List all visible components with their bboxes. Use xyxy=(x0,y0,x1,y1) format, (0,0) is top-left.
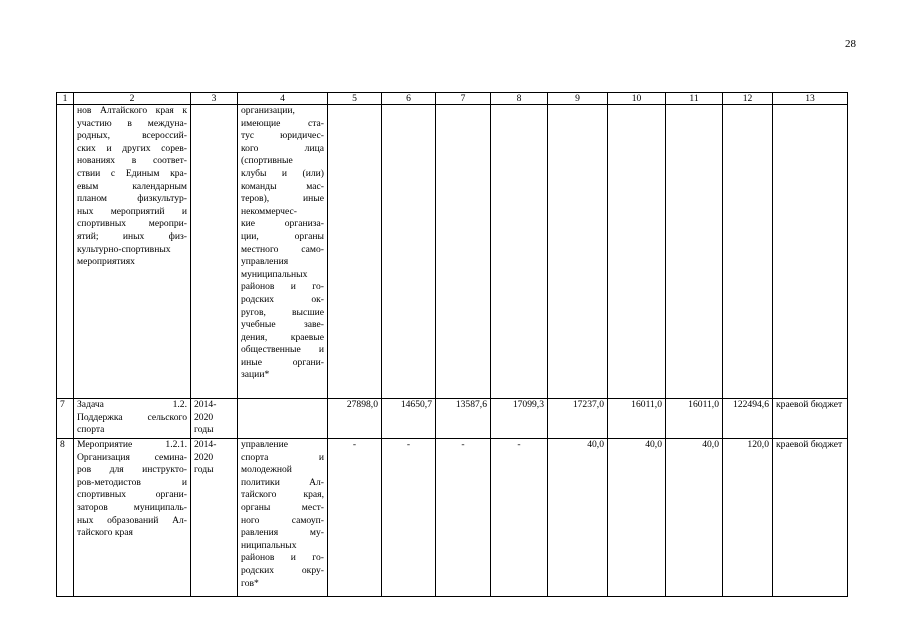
program-table xyxy=(56,92,848,597)
cell-line: нов Алтайского края к xyxy=(77,105,187,116)
cell-line: зации* xyxy=(241,369,270,381)
header-cell: 12 xyxy=(723,93,773,105)
cell-line: родских окру- xyxy=(241,564,324,576)
header-cell: 13 xyxy=(773,93,848,105)
cell-line: иные органи- xyxy=(241,356,324,368)
header-cell: 1 xyxy=(57,93,74,105)
value-2014: 27898,0 xyxy=(328,399,382,439)
value-2018 xyxy=(548,105,608,399)
table-row xyxy=(57,399,848,439)
value-2020: 40,0 xyxy=(666,439,723,597)
cell-line: спорта и xyxy=(241,451,324,463)
cell-line: тайского края, xyxy=(241,489,324,501)
value-2019: 16011,0 xyxy=(608,399,666,439)
cell-line: участию в междуна- xyxy=(77,117,187,129)
cell-line: органы мест- xyxy=(241,501,324,513)
cell-line: дения, краевые xyxy=(241,331,324,343)
value-2015 xyxy=(382,105,436,399)
cell-line: ругов, высшие xyxy=(241,306,324,318)
cell-line: управления xyxy=(241,256,289,268)
cell-line: районов и го- xyxy=(241,281,324,293)
value-2017: - xyxy=(491,439,548,597)
value-2018: 40,0 xyxy=(548,439,608,597)
cell-line: заторов муниципаль- xyxy=(77,501,187,513)
table-row xyxy=(57,439,848,597)
cell-line: Поддержка сельского xyxy=(77,411,187,423)
cell-line: общественные и xyxy=(241,344,324,356)
row-executor xyxy=(238,439,328,597)
cell-line: планом физкультур- xyxy=(77,193,187,205)
cell-line: ров для инструкто- xyxy=(77,464,187,476)
header-cell: 6 xyxy=(382,93,436,105)
value-total xyxy=(723,105,773,399)
cell-line: районов и го- xyxy=(241,552,324,564)
cell-line: кие организа- xyxy=(241,218,324,230)
row-years: 2014-2020 годы xyxy=(191,439,238,597)
row-name xyxy=(74,439,191,597)
cell-line: управление xyxy=(241,439,288,450)
value-total: 120,0 xyxy=(723,439,773,597)
value-2014 xyxy=(328,105,382,399)
cell-line: равления му- xyxy=(241,527,324,539)
cell-line: ских и других сорев- xyxy=(77,142,187,154)
value-2018: 17237,0 xyxy=(548,399,608,439)
cell-line: родских ок- xyxy=(241,293,324,305)
cell-line: нованиях в соответ- xyxy=(77,155,187,167)
cell-line: спортивных меропри- xyxy=(77,218,187,230)
header-cell: 3 xyxy=(191,93,238,105)
cell-line: команды мас- xyxy=(241,180,324,192)
funding-source: краевой бюджет xyxy=(773,439,848,597)
cell-line: Задача 1.2. xyxy=(77,399,187,410)
cell-line: клубы и (или) xyxy=(241,167,324,179)
row-name xyxy=(74,105,191,399)
value-2019 xyxy=(608,105,666,399)
value-2015: 14650,7 xyxy=(382,399,436,439)
header-cell: 11 xyxy=(666,93,723,105)
value-2017: 17099,3 xyxy=(491,399,548,439)
cell-line: некоммерчес- xyxy=(241,205,297,217)
page-number: 28 xyxy=(845,38,856,50)
cell-line: Организация семина- xyxy=(77,451,187,463)
cell-line: местного само- xyxy=(241,243,324,255)
row-executor xyxy=(238,399,328,439)
cell-line: молодежной xyxy=(241,464,292,476)
funding-source xyxy=(773,105,848,399)
table-header-row xyxy=(57,93,848,105)
cell-line: имеющие ста- xyxy=(241,117,324,129)
value-2019: 40,0 xyxy=(608,439,666,597)
cell-line: культурно-спортивных xyxy=(77,243,171,255)
header-cell: 9 xyxy=(548,93,608,105)
cell-line: ствии с Единым кра- xyxy=(77,167,187,179)
row-number xyxy=(57,105,74,399)
cell-line: ниципальных xyxy=(241,539,297,551)
cell-line: ятий; иных физ- xyxy=(77,230,187,242)
table-row xyxy=(57,105,848,399)
row-number: 7 xyxy=(57,399,74,439)
value-2016: 13587,6 xyxy=(436,399,491,439)
cell-line: ции, органы xyxy=(241,230,324,242)
cell-line: спорта xyxy=(77,424,105,436)
value-2017 xyxy=(491,105,548,399)
cell-line: теров), иные xyxy=(241,193,324,205)
cell-line: учебные заве- xyxy=(241,319,324,331)
header-cell: 4 xyxy=(238,93,328,105)
header-cell: 10 xyxy=(608,93,666,105)
cell-line: тайского края xyxy=(77,527,133,539)
header-cell: 5 xyxy=(328,93,382,105)
row-name xyxy=(74,399,191,439)
cell-line: мероприятиях xyxy=(77,256,135,268)
cell-line: (спортивные xyxy=(241,155,293,167)
cell-line: политики Ал- xyxy=(241,476,324,488)
header-cell: 2 xyxy=(74,93,191,105)
cell-line: организации, xyxy=(241,105,295,116)
cell-line: родных, всероссий- xyxy=(77,130,187,142)
cell-line: Мероприятие 1.2.1. xyxy=(77,439,187,450)
cell-line: спортивных органи- xyxy=(77,489,187,501)
cell-line: кого лица xyxy=(241,142,324,154)
cell-line: ров-методистов и xyxy=(77,476,187,488)
row-years: 2014-2020 годы xyxy=(191,399,238,439)
cell-line: гов* xyxy=(241,577,259,589)
header-cell: 7 xyxy=(436,93,491,105)
value-2016: - xyxy=(436,439,491,597)
value-2020: 16011,0 xyxy=(666,399,723,439)
header-cell: 8 xyxy=(491,93,548,105)
value-2016 xyxy=(436,105,491,399)
cell-line: ного самоуп- xyxy=(241,514,324,526)
row-executor xyxy=(238,105,328,399)
value-2014: - xyxy=(328,439,382,597)
cell-line: евым календарным xyxy=(77,180,187,192)
cell-line: ных образований Ал- xyxy=(77,514,187,526)
value-2015: - xyxy=(382,439,436,597)
cell-line: тус юридичес- xyxy=(241,130,324,142)
cell-line: ных мероприятий и xyxy=(77,205,187,217)
row-number: 8 xyxy=(57,439,74,597)
row-years xyxy=(191,105,238,399)
value-total: 122494,6 xyxy=(723,399,773,439)
value-2020 xyxy=(666,105,723,399)
cell-line: муниципальных xyxy=(241,268,308,280)
funding-source: краевой бюджет xyxy=(773,399,848,439)
